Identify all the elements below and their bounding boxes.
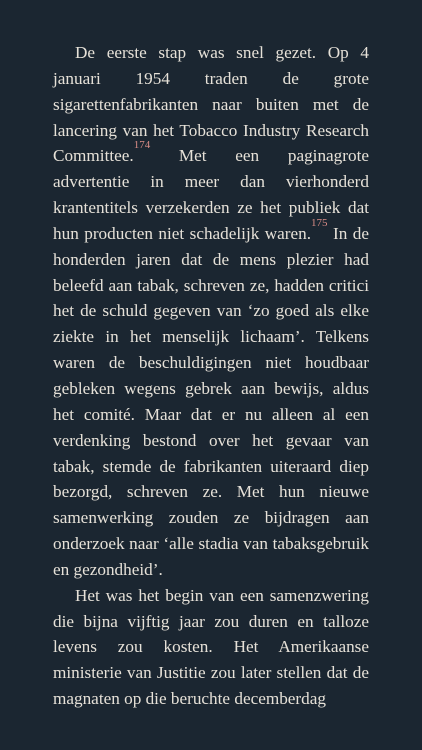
paragraph-1-part-3: In de honderden jaren dat de mens plezier had beleefd aan tabak, schreven ze, hadden critici het de schuld gegeven van ‘zo goed als elke ziekte in het menselijk lichaam’. Telkens waren de beschuldigingen niet houdbaar gebleken wegens gebrek aan bewijs, aldus het comité. Maar dat er nu alleen al een verdenking bestond over het gevaar van tabak, stemde de fabrikanten uiteraard diep bezorgd, schreven ze. Met hun nieuwe samenwerking zouden ze bijdragen aan onderzoek naar ‘alle stadia van tabaksgebruik en gezondheid’. — [53, 223, 369, 579]
paragraph-2: Het was het begin van een samenzwering die bijna vijftig jaar zou duren en talloze levens zou kosten. Het Amerikaanse ministerie van Justitie zou later stellen dat de magnaten op die beruchte decemberdag — [53, 585, 369, 709]
paragraph-1 — [53, 40, 369, 583]
footnote-174-link[interactable]: 174 — [133, 139, 151, 152]
footnote-175-link[interactable]: 175 — [311, 216, 328, 229]
paragraph-1-part-2: Met een paginagrote advertentie in meer dan vierhonderd krantentitels verzekerden ze het publiek dat hun producten niet schadelijk waren. — [53, 146, 369, 243]
paragraph-1-part-1: De eerste stap was snel gezet. Op 4 januari 1954 traden de grote sigarettenfabrikanten naar buiten met de lancering van het Tobacco Industry Research Committee. — [53, 43, 369, 166]
book-text — [53, 40, 369, 712]
